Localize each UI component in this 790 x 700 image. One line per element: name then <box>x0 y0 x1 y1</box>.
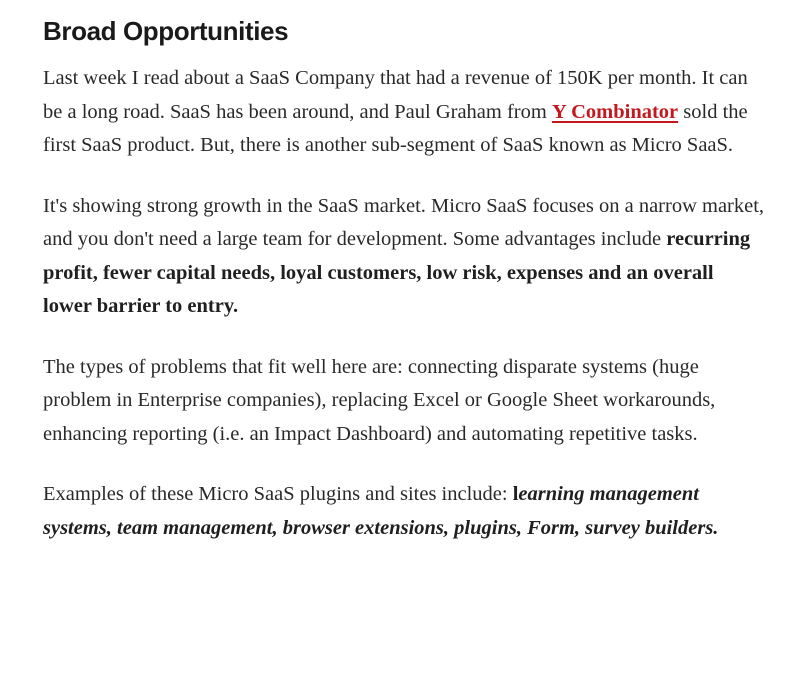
paragraph-1-text-end: sold the first SaaS product. But, there is another sub-segment of SaaS known as Micro SaaS. <box>43 100 748 156</box>
paragraph-1 <box>43 62 767 163</box>
examples-list-first-letter: l <box>512 483 519 505</box>
paragraph-4-text: Examples of these Micro SaaS plugins and sites include: <box>43 483 513 505</box>
examples-list-italic: earning management systems, team management, browser extensions, plugins, Form, survey builders. <box>43 483 719 539</box>
paragraph-2 <box>43 190 767 324</box>
paragraph-3: The types of problems that fit well here are: connecting disparate systems (huge problem in Enterprise companies), replacing Excel or Google Sheet workarounds, enhancing reporting (i.e. an Impact Dashboard) and automating repetitive tasks. <box>43 355 716 445</box>
paragraph-2-text: It's showing strong growth in the SaaS market. Micro SaaS focuses on a narrow market, and you don't need a large team for development. Some advantages include <box>43 194 765 250</box>
paragraph-4 <box>43 478 767 545</box>
section-heading: Broad Opportunities <box>43 16 289 46</box>
advantages-list: recurring profit, fewer capital needs, loyal customers, low risk, expenses and an overall lower barrier to entry. <box>43 228 751 317</box>
paragraph-1-text-start: Last week I read about a SaaS Company that had a revenue of 150K per month. It can be a long road. SaaS has been around, and Paul Graham from <box>43 67 748 123</box>
y-combinator-link[interactable]: Y Combinator <box>551 100 679 123</box>
article-body <box>43 14 767 572</box>
